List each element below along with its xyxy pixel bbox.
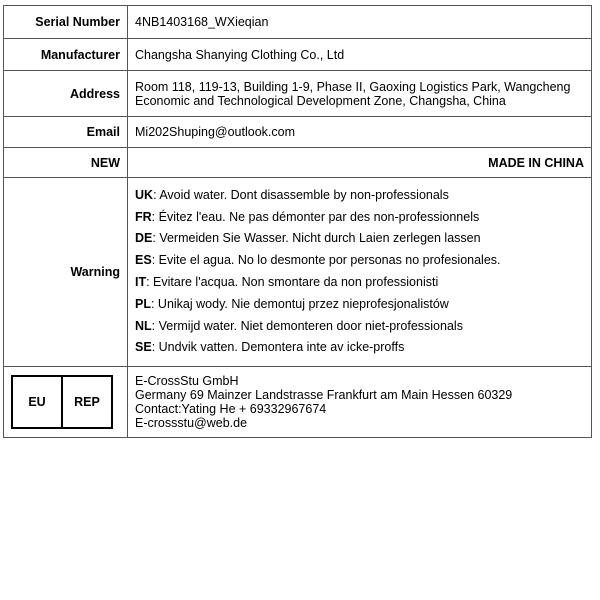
new-row [4,148,592,178]
warning-text: : Évitez l'eau. Ne pas démonter par des non-professionnels [151,209,480,224]
eu-rep-row [4,367,592,438]
rep-symbol-text: REP [74,395,100,409]
language-code: UK [135,187,154,202]
address-label: Address [4,71,128,117]
address-line-2: Economic and Technological Development Zone, Changsha, China [135,93,506,108]
eu-rep-symbol [11,375,113,429]
warning-line [135,207,584,229]
warning-label: Warning [4,178,128,367]
serial-number-label: Serial Number [4,6,128,39]
address-value [128,71,592,117]
eu-rep-address: Germany 69 Mainzer Landstrasse Frankfurt am Main Hessen 60329 [135,388,513,402]
eu-rep-symbol-cell [4,367,128,438]
manufacturer-row [4,39,592,71]
warning-line [135,250,584,272]
manufacturer-value: Changsha Shanying Clothing Co., Ltd [128,39,592,71]
warning-line [135,272,584,294]
warning-line [135,294,584,316]
language-code: NL [135,318,152,333]
warning-text: : Evite el agua. No lo desmonte por personas no profesionales. [151,253,501,268]
language-code: DE [135,231,153,246]
eu-rep-details [128,367,592,438]
made-in-china-value: MADE IN CHINA [128,148,592,178]
address-line-1: Room 118, 119-13, Building 1-9, Phase II, Gaoxing Logistics Park, Wangcheng [135,79,571,94]
language-code: ES [135,253,152,268]
product-label-table [3,5,592,438]
serial-number-row [4,6,592,39]
warning-text: : Unikaj wody. Nie demontuj przez nieprofesjonalistów [150,296,449,311]
warning-line [135,316,584,338]
warning-text: : Avoid water. Dont disassemble by non-professionals [153,187,449,202]
warning-text: : Undvik vatten. Demontera inte av icke-proffs [151,340,405,355]
warning-text: : Vermeiden Sie Wasser. Nicht durch Laien zerlegen lassen [152,231,481,246]
manufacturer-label: Manufacturer [4,39,128,71]
address-row [4,71,592,117]
language-code: IT [135,275,147,289]
warning-list [128,178,592,367]
warning-line [135,228,584,250]
language-code: FR [135,209,152,224]
email-label: Email [4,117,128,148]
eu-rep-contact: Contact:Yating He + 69332967674 [135,402,327,416]
email-row [4,117,592,148]
email-value: Mi202Shuping@outlook.com [128,117,592,148]
serial-number-value: 4NB1403168_WXieqian [128,6,592,39]
language-code: PL [135,296,151,311]
warning-text: : Evitare l'acqua. Non smontare da non professionisti [146,275,439,289]
new-label: NEW [4,148,128,178]
language-code: SE [135,340,152,355]
eu-rep-email: E-crossstu@web.de [135,416,248,430]
warning-line [135,337,584,359]
warning-row [4,178,592,367]
eu-symbol-text: EU [13,377,63,427]
warning-line [135,185,584,207]
warning-text: : Vermijd water. Niet demonteren door niet-professionals [151,318,463,333]
eu-rep-company: E-CrossStu GmbH [135,374,239,388]
